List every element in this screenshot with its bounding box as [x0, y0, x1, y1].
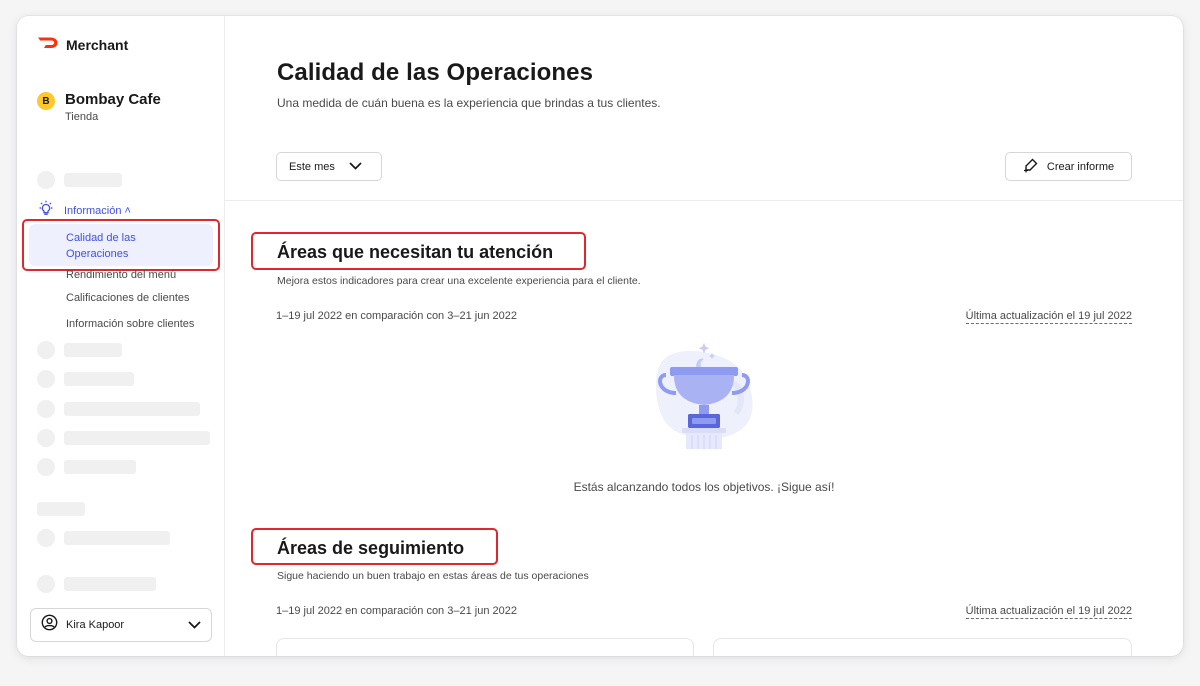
user-menu[interactable] [30, 608, 212, 642]
brand-name: Merchant [66, 37, 129, 53]
section-title-followup: Áreas de seguimiento [277, 538, 465, 558]
doordash-logo-icon [37, 36, 59, 54]
skeleton-nav-item [37, 458, 136, 476]
skeleton-section-heading [37, 502, 85, 516]
page-title: Calidad de las Operaciones [277, 59, 594, 86]
period-value: Este mes [289, 160, 335, 173]
skeleton-nav-item [37, 575, 156, 593]
last-updated-link[interactable]: Última actualización el 19 jul 2022 [965, 310, 1132, 322]
period-dropdown[interactable] [276, 152, 382, 181]
last-updated-link[interactable]: Última actualización el 19 jul 2022 [965, 605, 1132, 617]
chevron-down-icon [188, 616, 201, 634]
section-title-attention: Áreas que necesitan tu atención [277, 242, 554, 262]
main-content [225, 16, 1183, 656]
nav-section-informacion[interactable] [37, 200, 131, 221]
skeleton-nav-item [37, 341, 122, 359]
brand[interactable] [37, 36, 128, 54]
app-window [17, 16, 1183, 656]
pencil-plus-icon [1023, 157, 1039, 176]
nav-section-label: Información ˄ [64, 204, 131, 217]
nav-item-calidad-operaciones[interactable]: Calidad de las Operaciones [66, 232, 136, 260]
store-type: Tienda [65, 111, 99, 123]
comparison-range: 1–19 jul 2022 en comparación con 3–21 jun 2022 [276, 310, 517, 322]
comparison-range: 1–19 jul 2022 en comparación con 3–21 jun 2022 [276, 605, 517, 617]
empty-state-message: Estás alcanzando todos los objetivos. ¡Sigue así! [573, 480, 835, 494]
skeleton-nav-item [37, 171, 122, 189]
nav-item-rendimiento-menu[interactable]: Rendimiento del menú [66, 269, 177, 281]
header-divider [225, 200, 1183, 201]
create-report-button[interactable] [1005, 152, 1132, 181]
user-name: Kira Kapoor [66, 619, 125, 631]
section-description-followup: Sigue haciendo un buen trabajo en estas áreas de tus operaciones [277, 570, 589, 582]
user-avatar-icon [41, 614, 58, 636]
metric-card[interactable] [276, 638, 694, 656]
nav-item-informacion-clientes[interactable]: Información sobre clientes [66, 318, 195, 330]
lightbulb-icon [37, 200, 55, 221]
skeleton-nav-item [37, 370, 134, 388]
metric-card[interactable] [713, 638, 1132, 656]
store-switcher[interactable] [37, 90, 161, 124]
trophy-illustration-icon [652, 339, 756, 456]
create-report-label: Crear informe [1046, 160, 1115, 173]
nav-item-calificaciones[interactable]: Calificaciones de clientes [66, 292, 190, 304]
sidebar [17, 16, 225, 656]
skeleton-nav-item [37, 400, 200, 418]
chevron-down-icon [349, 161, 362, 173]
store-avatar: B [37, 92, 55, 110]
skeleton-nav-item [37, 429, 210, 447]
store-name: Bombay Cafe [65, 91, 161, 108]
section-description-attention: Mejora estos indicadores para crear una excelente experiencia para el cliente. [277, 275, 641, 287]
skeleton-nav-item [37, 529, 170, 547]
page-subtitle: Una medida de cuán buena es la experiencia que brindas a tus clientes. [277, 96, 661, 110]
